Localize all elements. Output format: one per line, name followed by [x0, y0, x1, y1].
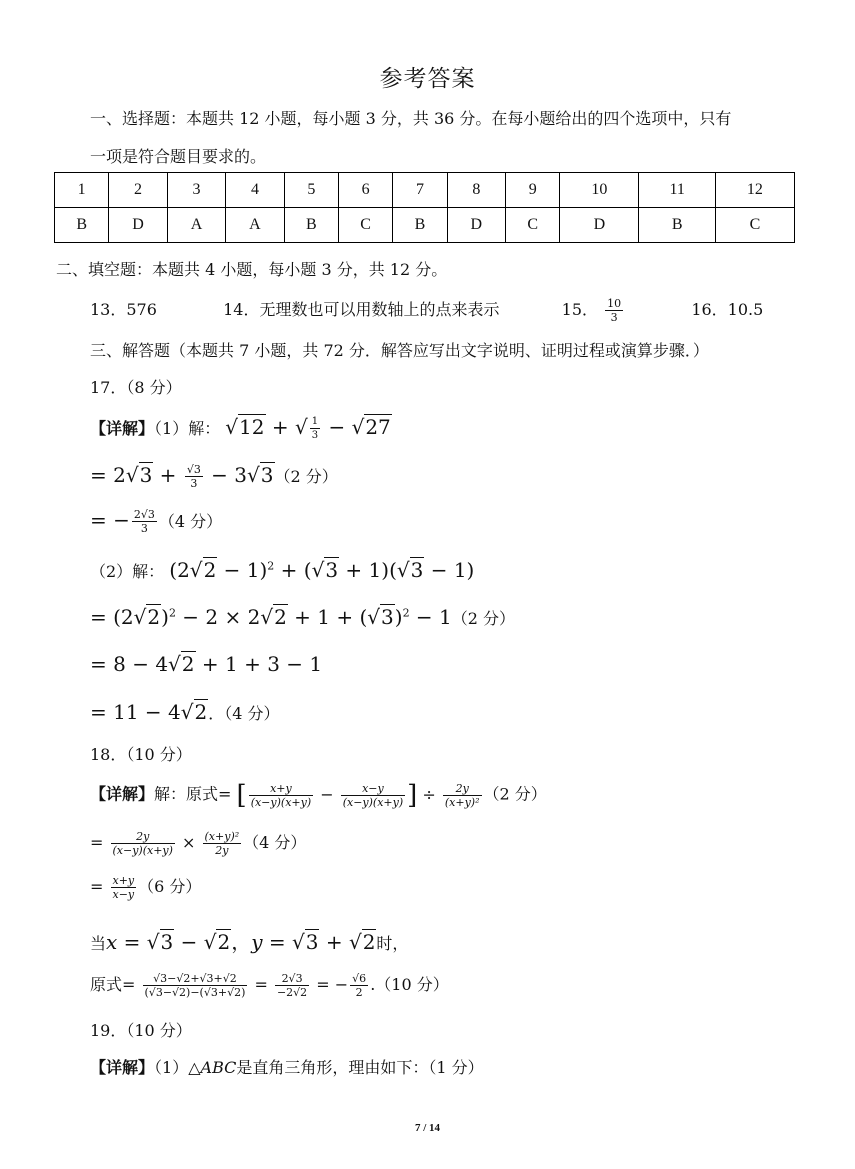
- q13-answer: 13．576: [90, 300, 157, 319]
- q15-fraction: $\frac{10}{3}$: [607, 297, 622, 324]
- math-text: + 1 + 3 − 1: [195, 652, 323, 676]
- table-cell: 1: [55, 173, 109, 208]
- table-cell: C: [506, 208, 560, 243]
- score-note: （6 分）: [138, 877, 202, 896]
- q18-step2: [90, 874, 201, 901]
- q17-step4: [90, 652, 322, 676]
- score-note: （2 分）: [451, 609, 516, 628]
- q17-step3: [90, 605, 515, 629]
- table-cell: D: [447, 208, 505, 243]
- table-cell: 3: [167, 173, 225, 208]
- q16-answer: 16．10.5: [691, 300, 764, 319]
- math-text: 解：原式=: [154, 784, 232, 804]
- q17-step5: [90, 700, 280, 724]
- score-note: （2 分）: [483, 784, 547, 804]
- part-label: （1）△: [154, 1058, 201, 1077]
- math-text: 原式=: [90, 975, 136, 994]
- fill-in-answers: [90, 297, 763, 324]
- q18-step1: [90, 830, 306, 857]
- q18-header: 18．（10 分）: [90, 745, 192, 764]
- table-cell: D: [109, 208, 167, 243]
- table-cell: 10: [560, 173, 639, 208]
- triangle-name: ABC: [200, 1058, 237, 1077]
- math-text: = 11 − 4: [90, 700, 181, 724]
- page-number: 7 / 14: [414, 1122, 441, 1134]
- table-cell: 8: [447, 173, 505, 208]
- table-cell: D: [560, 208, 639, 243]
- part-label: （2）解：: [90, 562, 165, 581]
- math-expression: = $\frac{x+y}{x-y}$: [90, 874, 135, 901]
- table-cell: 5: [284, 173, 338, 208]
- table-cell: B: [393, 208, 447, 243]
- detail-label: 【详解】: [90, 1058, 155, 1077]
- q17-part1: [90, 415, 392, 442]
- answer-table: [54, 172, 795, 243]
- math-text: = 8 − 4: [90, 652, 169, 676]
- score-note: （2 分）: [274, 467, 338, 486]
- table-cell: 7: [393, 173, 447, 208]
- page-title: 参考答案: [379, 66, 476, 92]
- detail-label: 【详解】: [90, 784, 155, 804]
- math-expression: [ $\frac{x+y}{(x-y)(x+y)}$ − $\frac{x-y}{(x-y)(x+y)}$ ] ÷ $\frac{2y}{\text{(x+y)²}}$: [236, 780, 480, 810]
- math-expression: x = √3 − √2，y = √3 + √2: [106, 930, 376, 954]
- math-expression: $\frac{√3-√2+√3+√2}{(√3-√2)-(√3+√2)}$ = $\frac{2√3}{-2√2}$ = − $\frac{√6}{2}$: [144, 972, 367, 999]
- math-expression: = 8 − 4√2 + 1 + 3 − 1: [90, 652, 323, 676]
- answer-table-answers-row: [55, 208, 795, 243]
- q18-when: [90, 926, 408, 955]
- table-cell: C: [715, 208, 794, 243]
- math-expression: = 2√3 + $\frac{√3}{3}$ − 3√3: [90, 463, 274, 490]
- answer-table-numbers-row: [55, 173, 795, 208]
- detail-label: 【详解】: [90, 419, 155, 438]
- score-note: （4 分）: [158, 512, 223, 531]
- table-cell: 12: [715, 173, 794, 208]
- section1-line2: 一项是符合题目要求的。: [90, 147, 267, 166]
- table-cell: 11: [639, 173, 715, 208]
- q14-answer: 14．无理数也可以用数轴上的点来表示: [223, 300, 500, 319]
- table-cell: A: [226, 208, 284, 243]
- q18-result: [90, 972, 449, 999]
- table-cell: 6: [338, 173, 392, 208]
- table-cell: B: [284, 208, 338, 243]
- table-cell: B: [55, 208, 109, 243]
- section1-line1: 一、选择题：本题共 12 小题，每小题 3 分，共 36 分。在每小题给出的四个选项中，只有: [90, 109, 732, 128]
- math-expression: = $(2√2)^2 - 2 \times 2√2 + 1 + (√3)^2 - 1$: [90, 605, 452, 629]
- q18-step0: [90, 780, 547, 810]
- q17-header: 17．（8 分）: [90, 378, 182, 397]
- q15-label: 15．: [561, 300, 599, 319]
- section2-heading: 二、填空题：本题共 4 小题，每小题 3 分，共 12 分。: [56, 260, 448, 279]
- q19-header: 19．（10 分）: [90, 1021, 192, 1040]
- q17-part2: [90, 558, 474, 582]
- part-label: （1）解：: [154, 419, 221, 438]
- math-expression: = $\frac{2y}{(x-y)(x+y)}$ × $\frac{\text{(x+y)²}}{2y}$: [90, 830, 240, 857]
- score-note: .（10 分）: [370, 975, 449, 994]
- math-text: 时，: [376, 934, 409, 953]
- table-cell: 9: [506, 173, 560, 208]
- table-cell: 2: [109, 173, 167, 208]
- math-expression: √12 + √ $\frac{1}{3}$ − √27: [225, 415, 391, 441]
- table-cell: 4: [226, 173, 284, 208]
- table-cell: A: [167, 208, 225, 243]
- section3-heading: 三、解答题（本题共 7 小题，共 72 分．解答应写出文字说明、证明过程或演算步骤．）: [90, 341, 709, 360]
- math-text: 是直角三角形，理由如下：（1 分）: [236, 1058, 484, 1077]
- score-note: （4 分）: [243, 833, 307, 852]
- q19-part1: [90, 1055, 484, 1078]
- math-text: 当: [90, 934, 107, 953]
- table-cell: B: [639, 208, 715, 243]
- math-expression: = 11 − 4√2: [90, 700, 208, 724]
- math-expression: = − $\frac{2√3}{3}$: [90, 508, 155, 535]
- q17-step2: [90, 508, 222, 535]
- score-note: ．（4 分）: [208, 704, 280, 723]
- q17-step1: [90, 463, 338, 490]
- math-expression: $(2√2 - 1)^2 + (√3 + 1)(√3 - 1)$: [169, 558, 475, 582]
- table-cell: C: [338, 208, 392, 243]
